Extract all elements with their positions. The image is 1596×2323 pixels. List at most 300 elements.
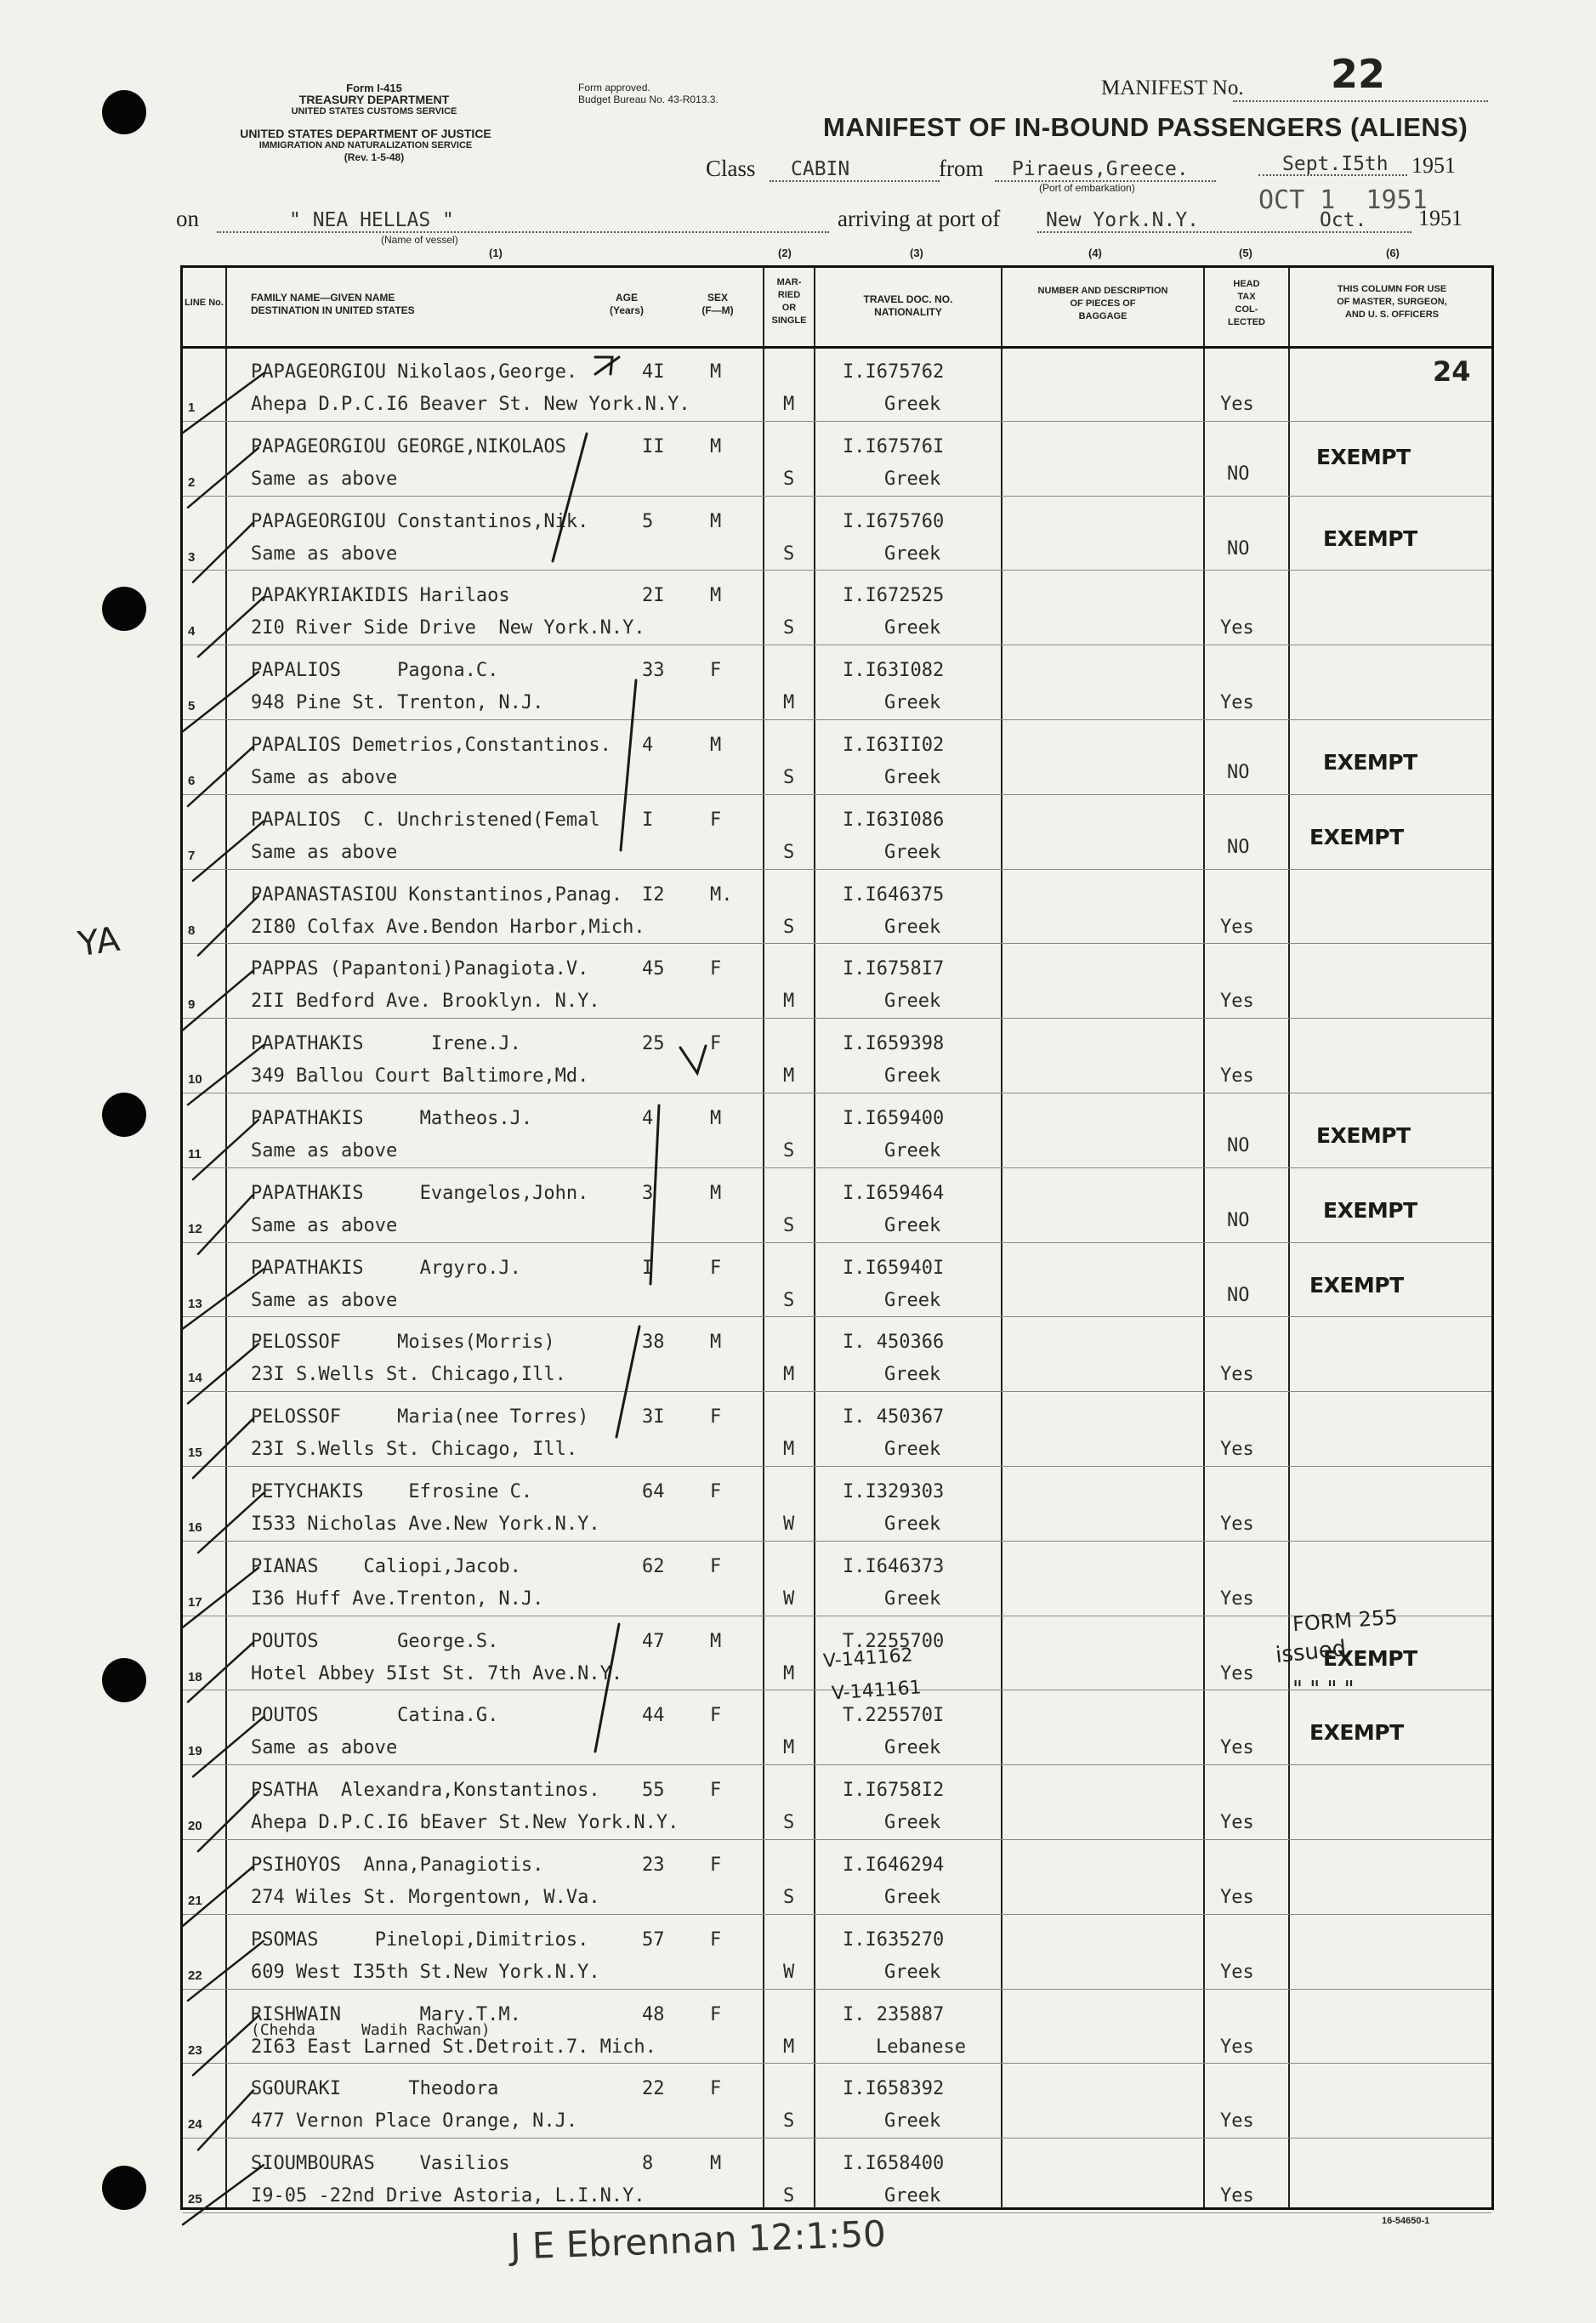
margin-note: YA [76,919,122,965]
passenger-age: I [642,1257,654,1279]
arrival-year: 1951 [1418,206,1463,230]
passenger-sex: M [710,1108,722,1129]
exempt-note: EXEMPT [1316,444,1411,469]
exempt-note: EXEMPT [1309,824,1404,849]
table-row [183,570,1491,645]
line-number: 20 [188,1819,202,1834]
marital-status: M [783,394,795,415]
class-underline [770,180,940,182]
header-headtax: HEAD TAX COL- LECTED [1228,279,1265,327]
table-row [183,496,1491,571]
marital-status: S [783,542,795,565]
passenger-name: POUTOS Catina.G. [251,1705,499,1727]
table-row [183,2063,1491,2138]
passenger-name: POUTOS George.S. [251,1630,499,1652]
table-header [183,268,1491,349]
from-label: from [939,156,984,181]
table-row [183,645,1491,719]
nationality: Greek [884,542,941,565]
exempt-note: EXEMPT [1323,525,1417,551]
passenger-sex: F [710,1705,722,1727]
travel-doc-number: T.225570I [843,1705,945,1727]
head-tax: Yes [1220,991,1254,1013]
table-row [183,1316,1491,1391]
head-tax: Yes [1220,692,1254,714]
passenger-destination: 948 Pine St. Trenton, N.J. [251,692,544,714]
passenger-age: 8 [642,2153,654,2175]
line-number: 17 [188,1594,202,1610]
passenger-destination: 2II Bedford Ave. Brooklyn. N.Y. [251,991,600,1013]
passenger-age: 2I [642,585,665,607]
nationality: Greek [884,1140,941,1162]
head-tax: Yes [1220,1514,1254,1535]
nationality: Greek [884,1514,941,1535]
nationality: Greek [884,1439,941,1461]
travel-doc-number: I. 450367 [843,1406,945,1428]
passenger-destination: I9-05 -22nd Drive Astoria, L.I.N.Y. [251,2185,645,2207]
head-tax: Yes [1220,1587,1254,1610]
passenger-age: 47 [642,1630,665,1652]
passenger-sex: M. [710,883,733,906]
passenger-destination: Hotel Abbey 5Ist St. 7th Ave.N.Y. [251,1662,623,1684]
passenger-destination: 23I S.Wells St. Chicago, Ill. [251,1439,578,1461]
passenger-name: SIOUMBOURAS Vasilios [251,2153,510,2175]
line-number: 19 [188,1744,202,1759]
handwritten-issued: issued [1274,1635,1348,1669]
travel-doc-number: I.I646294 [843,1854,945,1876]
passenger-age: II [642,435,665,457]
passenger-name: PAPAKYRIAKIDIS Harilaos [251,585,510,607]
exempt-note: EXEMPT [1316,1123,1411,1148]
travel-doc-number: I.I659400 [843,1108,945,1129]
form-number: Form I-415 [346,82,402,94]
table-row [183,1093,1491,1167]
col-number-2: (2) [778,247,792,259]
line-number: 3 [188,549,196,565]
line-number: 7 [188,848,196,863]
marital-status: S [783,1214,795,1236]
travel-doc-number: I.I646375 [843,883,945,906]
budget-bureau: Budget Bureau No. 43-R013.3. [578,94,718,105]
passenger-destination: 23I S.Wells St. Chicago,Ill. [251,1364,566,1386]
treasury-dept: TREASURY DEPARTMENT [298,93,450,106]
head-tax: Yes [1220,1812,1254,1834]
head-tax: Yes [1220,1887,1254,1908]
line-number: 15 [188,1445,202,1461]
line-number: 24 [188,2117,202,2133]
passenger-sex: M [710,510,722,532]
arrival-month: Oct. [1320,209,1367,231]
passenger-name: PSOMAS Pinelopi,Dimitrios. [251,1928,589,1951]
passenger-age: 48 [642,2003,665,2025]
justice-dept: UNITED STATES DEPARTMENT OF JUSTICE [240,127,491,140]
binder-hole [102,587,146,631]
passenger-name: SGOURAKI Theodora [251,2078,499,2100]
passenger-sex: F [710,1481,722,1502]
passenger-destination: 609 West I35th St.New York.N.Y. [251,1961,600,1983]
date-underline [1258,174,1407,176]
passenger-age: 22 [642,2078,665,2100]
marital-status: S [783,617,795,639]
passenger-age: 33 [642,660,665,682]
marital-status: S [783,2185,795,2207]
table-row [183,794,1491,869]
passenger-sex: M [710,2153,722,2175]
marital-status: S [783,1140,795,1162]
nationality: Greek [884,916,941,938]
nationality: Greek [884,468,941,490]
passenger-sex: F [710,2078,722,2100]
head-tax: NO [1227,836,1250,858]
head-tax: NO [1227,762,1250,783]
header-name: FAMILY NAME—GIVEN NAME DESTINATION IN UNITED STATES [251,292,415,316]
passenger-name: PAPAGEORGIOU Constantinos,Nik. [251,510,589,532]
line-number: 12 [188,1221,202,1236]
passenger-aka: (Chehda Wadih Rachwan) [251,2020,491,2039]
passenger-destination: 2I63 East Larned St.Detroit.7. Mich. [251,2036,656,2058]
nationality: Greek [884,841,941,863]
table-row [183,1018,1491,1093]
passenger-age: I2 [642,883,665,906]
handwritten-doc-a: V-141162 [822,1644,914,1673]
port-of-embarkation: Piraeus,Greece. [1012,158,1189,180]
line-number: 18 [188,1669,202,1684]
marital-status: S [783,1289,795,1311]
marital-status: S [783,1887,795,1908]
revision: (Rev. 1-5-48) [344,151,405,163]
line-number: 13 [188,1296,202,1311]
port-caption: (Port of embarkation) [1039,182,1135,194]
class-label: Class [706,156,756,181]
header-travel: TRAVEL DOC. NO. NATIONALITY [863,293,953,318]
marital-status: M [783,1364,795,1386]
nationality: Greek [884,1961,941,1983]
exempt-note: EXEMPT [1323,1645,1417,1671]
passenger-sex: F [710,809,722,831]
passenger-destination: 2I80 Colfax Ave.Bendon Harbor,Mich. [251,916,645,938]
col-number-4: (4) [1088,247,1102,259]
passenger-sex: F [710,1257,722,1279]
exempt-note: EXEMPT [1309,1720,1404,1746]
marital-status: W [783,1961,795,1983]
head-tax: Yes [1220,2036,1254,2058]
table-row [183,1914,1491,1989]
travel-doc-number: I.I6758I2 [843,1780,945,1802]
passenger-destination: Ahepa D.P.C.I6 bEaver St.New York.N.Y. [251,1812,679,1834]
passenger-name: PAPALIOS Demetrios,Constantinos. [251,735,611,756]
line-number: 4 [188,624,196,639]
passenger-destination: Same as above [251,1289,398,1311]
passenger-name: PAPATHAKIS Irene.J. [251,1033,521,1055]
passenger-age: 3 [642,1182,654,1204]
exempt-note: EXEMPT [1323,750,1417,775]
passenger-name: PAPAGEORGIOU GEORGE,NIKOLAOS [251,435,566,457]
nationality: Greek [884,2185,941,2207]
passenger-name: PAPANASTASIOU Konstantinos,Panag. [251,883,623,906]
passenger-sex: F [710,660,722,682]
passenger-name: PAPPAS (Papantoni)Panagiota.V. [251,958,589,980]
binder-hole [102,1658,146,1702]
passenger-age: 55 [642,1780,665,1802]
table-row [183,943,1491,1018]
table-row [183,1764,1491,1839]
arriving-label: arriving at port of [838,206,1001,231]
head-tax: NO [1227,463,1250,485]
travel-doc-number: I. 450366 [843,1332,945,1354]
passenger-age: 3I [642,1406,665,1428]
travel-doc-number: T.2255700 [843,1630,945,1652]
passenger-destination: 349 Ballou Court Baltimore,Md. [251,1065,589,1088]
passenger-age: 4 [642,1108,654,1129]
travel-doc-number: I.I658400 [843,2153,945,2175]
nationality: Greek [884,1587,941,1610]
travel-doc-number: I.I659398 [843,1033,945,1055]
line-number: 5 [188,699,196,714]
travel-doc-number: I.I63II02 [843,735,945,756]
passenger-name: PAPALIOS Pagona.C. [251,660,499,682]
passenger-age: 23 [642,1854,665,1876]
passenger-sex: M [710,1182,722,1204]
passenger-name: PELOSSOF Moises(Morris) [251,1332,555,1354]
header-baggage: NUMBER AND DESCRIPTION OF PIECES OF BAGGAGE [1037,286,1168,321]
line-number: 2 [188,474,196,490]
marital-status: S [783,1812,795,1834]
line-number: 16 [188,1520,202,1535]
passenger-name: PAPATHAKIS Evangelos,John. [251,1182,589,1204]
binder-hole [102,2166,146,2210]
passenger-age: 64 [642,1481,665,1502]
marital-status: M [783,1662,795,1684]
nationality: Greek [884,1812,941,1834]
marital-status: S [783,767,795,788]
nationality: Greek [884,767,941,788]
handwritten-doc-b: V-141161 [831,1677,923,1705]
passenger-age: 4 [642,735,654,756]
line-number: 25 [188,2192,202,2207]
passenger-destination: Same as above [251,468,398,490]
nationality: Greek [884,1214,941,1236]
nationality: Greek [884,1065,941,1088]
handwritten-ditto: " " " " [1292,1677,1355,1702]
arrival-underline [1037,231,1411,233]
passenger-name: PAPAGEORGIOU Nikolaos,George. [251,361,578,383]
table-row [183,1541,1491,1616]
form-approved: Form approved. [578,82,650,94]
marital-status: S [783,468,795,490]
nationality: Greek [884,1289,941,1311]
head-tax: Yes [1220,617,1254,639]
line-number: 9 [188,997,196,1013]
passenger-destination: Same as above [251,1140,398,1162]
departure-year: 1951 [1411,153,1456,178]
travel-doc-number: I.I635270 [843,1928,945,1951]
marital-status: M [783,1439,795,1461]
passenger-destination: Same as above [251,841,398,863]
travel-doc-number: I.I65940I [843,1257,945,1279]
passenger-age: 5 [642,510,654,532]
passenger-sex: F [710,1780,722,1802]
table-row [183,346,1491,421]
passenger-age: I [642,809,654,831]
table-row [183,869,1491,944]
passenger-destination: 274 Wiles St. Morgentown, W.Va. [251,1887,600,1908]
header-married: MAR- RIED OR SINGLE [771,277,807,326]
class-value: CABIN [791,158,850,180]
nationality: Greek [884,1887,941,1908]
manifest-number: 22 [1331,51,1386,97]
table-row [183,1989,1491,2064]
passenger-name: PSIHOYOS Anna,Panagiotis. [251,1854,544,1876]
travel-doc-number: I.I6758I7 [843,958,945,980]
arrival-port: New York.N.Y. [1046,209,1200,231]
passenger-destination: 2I0 River Side Drive New York.N.Y. [251,617,645,639]
passenger-age: 57 [642,1928,665,1951]
passenger-destination: I36 Huff Ave.Trenton, N.J. [251,1587,544,1610]
passenger-sex: M [710,1332,722,1354]
col-number-6: (6) [1386,247,1400,259]
exempt-note: EXEMPT [1309,1272,1404,1298]
head-tax: Yes [1220,1065,1254,1088]
nationality: Greek [884,692,941,714]
passenger-destination: Ahepa D.P.C.I6 Beaver St. New York.N.Y. [251,394,690,415]
nationality: Greek [884,2110,941,2133]
on-label: on [176,206,199,231]
col-number-3: (3) [910,247,923,259]
passenger-sex: F [710,1555,722,1577]
line-number: 22 [188,1968,202,1983]
line-number: 6 [188,774,196,788]
line-number: 14 [188,1371,202,1386]
passenger-name: PAPATHAKIS Matheos.J. [251,1108,533,1129]
head-tax: Yes [1220,2185,1254,2207]
passenger-sex: M [710,735,722,756]
marital-status: M [783,2036,795,2058]
passenger-sex: F [710,1406,722,1428]
line-number: 11 [188,1147,202,1162]
marital-status: S [783,841,795,863]
head-tax: Yes [1220,2110,1254,2133]
head-tax: NO [1227,537,1250,559]
passenger-name: PELOSSOF Maria(nee Torres) [251,1406,589,1428]
customs-service: UNITED STATES CUSTOMS SERVICE [291,106,457,116]
row-divider [183,2212,1491,2213]
head-tax: NO [1227,1209,1250,1231]
passenger-name: PETYCHAKIS Efrosine C. [251,1481,533,1502]
passenger-sex: M [710,1630,722,1652]
table-row [183,719,1491,794]
header-officers: THIS COLUMN FOR USE OF MASTER, SURGEON, AND U. S. OFFICERS [1337,284,1447,320]
travel-doc-number: I.I659464 [843,1182,945,1204]
col-number-1: (1) [489,247,503,259]
travel-doc-number: I.I63I082 [843,660,945,682]
travel-doc-number: I.I672525 [843,585,945,607]
manifest-underline [1233,100,1488,102]
head-tax: NO [1227,1284,1250,1306]
travel-doc-number: I. 235887 [843,2003,945,2025]
nationality: Greek [884,1364,941,1386]
footer-signature: J E Ebrennan 12:1:50 [509,2212,887,2268]
exempt-note: EXEMPT [1323,1197,1417,1223]
table-row [183,1839,1491,1914]
line-number: 10 [188,1072,202,1088]
head-tax: Yes [1220,1737,1254,1759]
nationality: Lebanese [876,2036,966,2058]
passenger-sex: F [710,1854,722,1876]
passenger-destination: I533 Nicholas Ave.New York.N.Y. [251,1514,600,1535]
arrival-stamp: OCT 1 1951 [1258,185,1428,215]
table-row [183,1466,1491,1541]
vessel-underline [217,231,829,233]
passenger-age: 62 [642,1555,665,1577]
passenger-destination: Same as above [251,767,398,788]
binder-hole [102,90,146,134]
passenger-age: 45 [642,958,665,980]
head-tax: Yes [1220,916,1254,938]
passenger-sex: M [710,361,722,383]
vessel-name: " NEA HELLAS " [289,209,454,231]
passenger-age: 44 [642,1705,665,1727]
marital-status: W [783,1514,795,1535]
vessel-caption: (Name of vessel) [381,234,458,246]
nationality: Greek [884,617,941,639]
travel-doc-number: I.I675760 [843,510,945,532]
passenger-name: PAPALIOS C. Unchristened(Femal [251,809,600,831]
footer-code: 16-54650-1 [1382,2216,1430,2226]
handwritten-form-note: FORM 255 [1292,1605,1399,1637]
marital-status: M [783,1065,795,1088]
table-row [183,1391,1491,1466]
marital-status: M [783,692,795,714]
header-sex: SEX (F—M) [701,292,734,316]
head-tax: Yes [1220,1662,1254,1684]
passenger-age: 25 [642,1033,665,1055]
passenger-name: PAPATHAKIS Argyro.J. [251,1257,521,1279]
passenger-sex: F [710,2003,722,2025]
header-line-no: LINE No. [185,298,224,308]
line-number: 1 [188,400,196,415]
header-age: AGE (Years) [609,292,645,316]
line-number: 21 [188,1894,202,1908]
table-row [183,1242,1491,1317]
passenger-age: 38 [642,1332,665,1354]
travel-doc-number: I.I658392 [843,2078,945,2100]
passenger-name: RISHWAIN Mary.T.M. [251,2003,521,2025]
corner-note: 24 [1433,355,1471,388]
nationality: Greek [884,991,941,1013]
passenger-table [180,265,1494,2210]
nationality: Greek [884,1737,941,1759]
marital-status: M [783,991,795,1013]
head-tax: Yes [1220,394,1254,415]
passenger-sex: F [710,1033,722,1055]
table-row [183,1167,1491,1242]
head-tax: Yes [1220,1961,1254,1983]
marital-status: S [783,916,795,938]
marital-status: M [783,1737,795,1759]
head-tax: Yes [1220,1364,1254,1386]
line-number: 23 [188,2042,202,2058]
passenger-destination: Same as above [251,1214,398,1236]
head-tax: NO [1227,1135,1250,1156]
nationality: Greek [884,394,941,415]
manifest-title: MANIFEST OF IN-BOUND PASSENGERS (ALIENS) [823,112,1468,142]
travel-doc-number: I.I67576I [843,435,945,457]
travel-doc-number: I.I63I086 [843,809,945,831]
binder-hole [102,1093,146,1137]
passenger-sex: F [710,958,722,980]
marital-status: W [783,1587,795,1610]
table-row [183,2138,1491,2212]
